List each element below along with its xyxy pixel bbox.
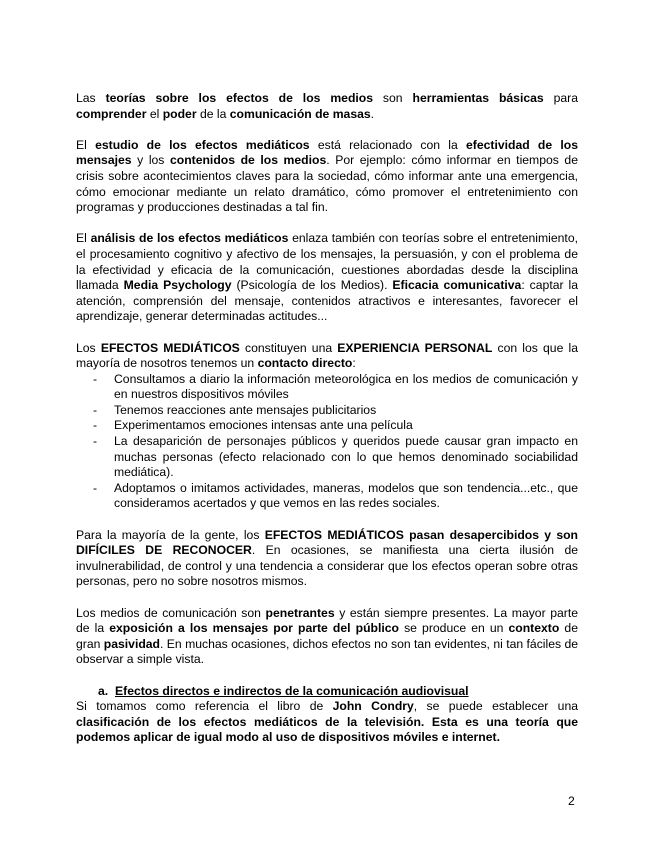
list-item: - La desaparición de personajes públicos y queridos puede causar gran impacto en muchas personas (efecto relacionado con lo que hemos denominado sociabilidad mediática).: [114, 434, 578, 481]
paragraph-intro: Las teorías sobre los efectos de los medios son herramientas básicas para comprender el poder de la comunicación de masas.: [76, 91, 578, 121]
paragraph-condry: Si tomamos como referencia el libro de John Condry, se puede establecer una clasificación de los efectos mediáticos de la televisión. Esta es una teoría que podemos aplicar de igual modo al uso de dispositivos móviles e internet.: [76, 699, 579, 745]
page-number: 2: [568, 794, 575, 808]
list-item: - Experimentamos emociones intensas ante una película: [114, 418, 578, 434]
paragraph-desapercibidos: Para la mayoría de la gente, los EFECTOS MEDIÁTICOS pasan desapercibidos y son DIFÍCILES DE RECONOCER. En ocasiones, se manifiesta una cierta ilusión de invulnerabilidad, de control y una tendencia a considerar que los efectos operan sobre otras personas, pero no sobre nosotros mismos.: [76, 527, 579, 589]
list-item: - Consultamos a diario la información meteorológica en los medios de comunicación y en nuestros dispositivos móviles: [114, 372, 578, 403]
section-title: Efectos directos e indirectos de la comunicación audiovisual: [115, 683, 469, 698]
paragraph-penetrantes: Los medios de comunicación son penetrantes y están siempre presentes. La mayor parte de la exposición a los mensajes por parte del público se produce en un contexto de gran pasividad. En muchas ocasiones, dichos efectos no son tan evidentes, ni tan fáciles de observar a simple vista.: [76, 605, 579, 667]
paragraph-experiencia: Los EFECTOS MEDIÁTICOS constituyen una EXPERIENCIA PERSONAL con los que la mayoría de nosotros tenemos un contacto directo:: [76, 340, 578, 371]
document-page: [76, 91, 578, 762]
section-heading: [76, 684, 578, 700]
list-item: - Adoptamos o imitamos actividades, maneras, modelos que son tendencia...etc., que consideramos acertados y que vemos en las redes sociales.: [114, 481, 578, 512]
section-number: a.: [98, 683, 109, 698]
list-item: - Tenemos reacciones ante mensajes publicitarios: [114, 403, 578, 419]
paragraph-analisis: El análisis de los efectos mediáticos enlaza también con teorías sobre el entretenimiento, el procesamiento cognitivo y afectivo de los mensajes, la persuasión, y con el problema de la efectividad y eficacia de la comunicación, cuestiones abordadas desde la disciplina llamada Media Psychology (Psicología de los Medios). Eficacia comunicativa: captar la atención, comprensión del mensaje, contenidos atractivos e interesantes, favorecer el aprendizaje, generar determinadas actitudes...: [76, 231, 578, 324]
examples-list: [76, 372, 578, 512]
paragraph-estudio: El estudio de los efectos mediáticos está relacionado con la efectividad de los mensajes y los contenidos de los medios. Por ejemplo: cómo informar en tiempos de crisis sobre acontecimientos claves para la sociedad, cómo informar ante una emergencia, cómo emocionar mediante un relato dramático, cómo promover el entretenimiento con programas y producciones destinadas a tal fin.: [76, 137, 579, 215]
